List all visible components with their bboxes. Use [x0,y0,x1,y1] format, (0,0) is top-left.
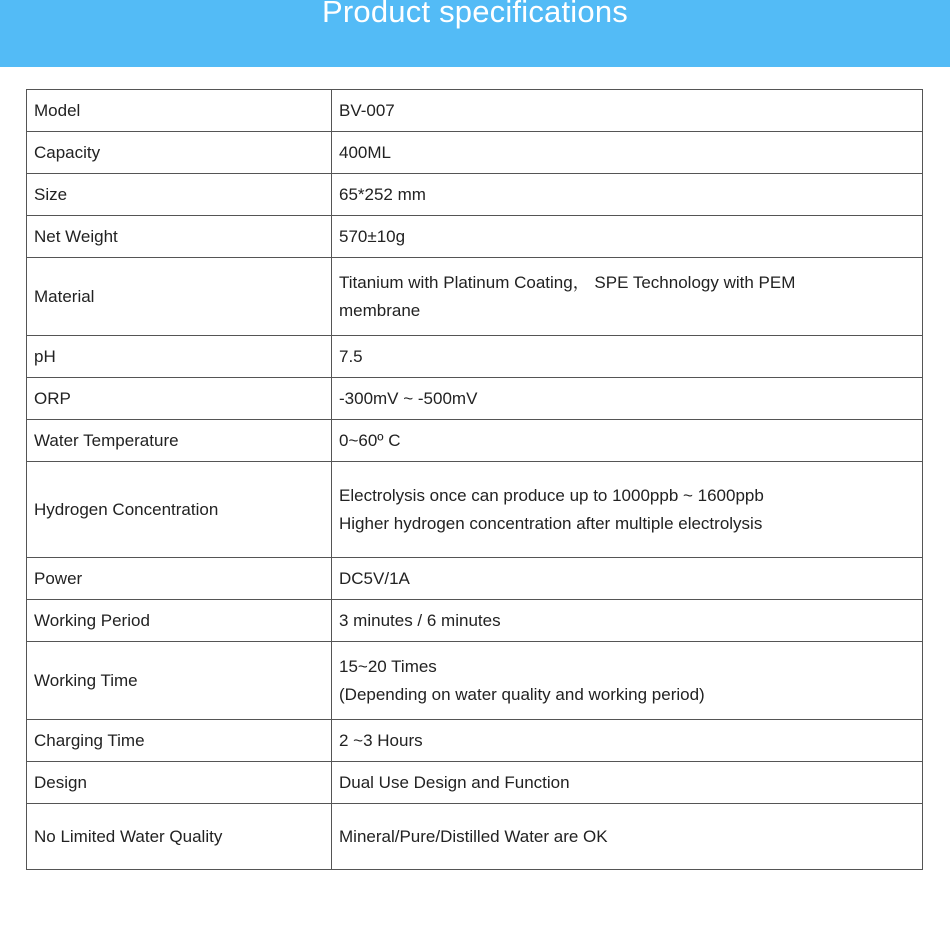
spec-row-water-temperature [27,420,923,462]
spec-label: Model [27,90,332,132]
spec-row-water-quality [27,804,923,870]
spec-label: No Limited Water Quality [27,804,332,870]
spec-label: Net Weight [27,216,332,258]
spec-row-size [27,174,923,216]
spec-value: Dual Use Design and Function [332,762,923,804]
spec-label: Size [27,174,332,216]
spec-value: 7.5 [332,336,923,378]
spec-label: Capacity [27,132,332,174]
spec-row-capacity [27,132,923,174]
spec-value: 570±10g [332,216,923,258]
spec-label: Material [27,258,332,336]
spec-value: DC5V/1A [332,558,923,600]
spec-row-power [27,558,923,600]
header-banner [0,0,950,67]
spec-row-charging-time [27,720,923,762]
spec-label: Hydrogen Concentration [27,462,332,558]
spec-value: 3 minutes / 6 minutes [332,600,923,642]
page-title: Product specifications [322,0,628,29]
spec-value: 400ML [332,132,923,174]
spec-label: Water Temperature [27,420,332,462]
spec-value: 65*252 mm [332,174,923,216]
spec-value: Electrolysis once can produce up to 1000ppb ~ 1600ppb Higher hydrogen concentration after multiple electrolysis [332,462,923,558]
spec-row-ph [27,336,923,378]
spec-row-hydrogen-concentration [27,462,923,558]
spec-row-working-period [27,600,923,642]
spec-value: 15~20 Times (Depending on water quality and working period) [332,642,923,720]
spec-row-model [27,90,923,132]
spec-row-material [27,258,923,336]
spec-label: pH [27,336,332,378]
spec-row-working-time [27,642,923,720]
spec-label: ORP [27,378,332,420]
spec-row-orp [27,378,923,420]
spec-value: BV-007 [332,90,923,132]
spec-label: Working Time [27,642,332,720]
spec-value: 0~60º C [332,420,923,462]
spec-label: Power [27,558,332,600]
spec-table [26,89,923,870]
spec-row-net-weight [27,216,923,258]
spec-value: -300mV ~ -500mV [332,378,923,420]
spec-value: Mineral/Pure/Distilled Water are OK [332,804,923,870]
spec-label: Design [27,762,332,804]
spec-label: Working Period [27,600,332,642]
spec-row-design [27,762,923,804]
spec-value: Titanium with Platinum Coating， SPE Technology with PEM membrane [332,258,923,336]
spec-value: 2 ~3 Hours [332,720,923,762]
spec-label: Charging Time [27,720,332,762]
